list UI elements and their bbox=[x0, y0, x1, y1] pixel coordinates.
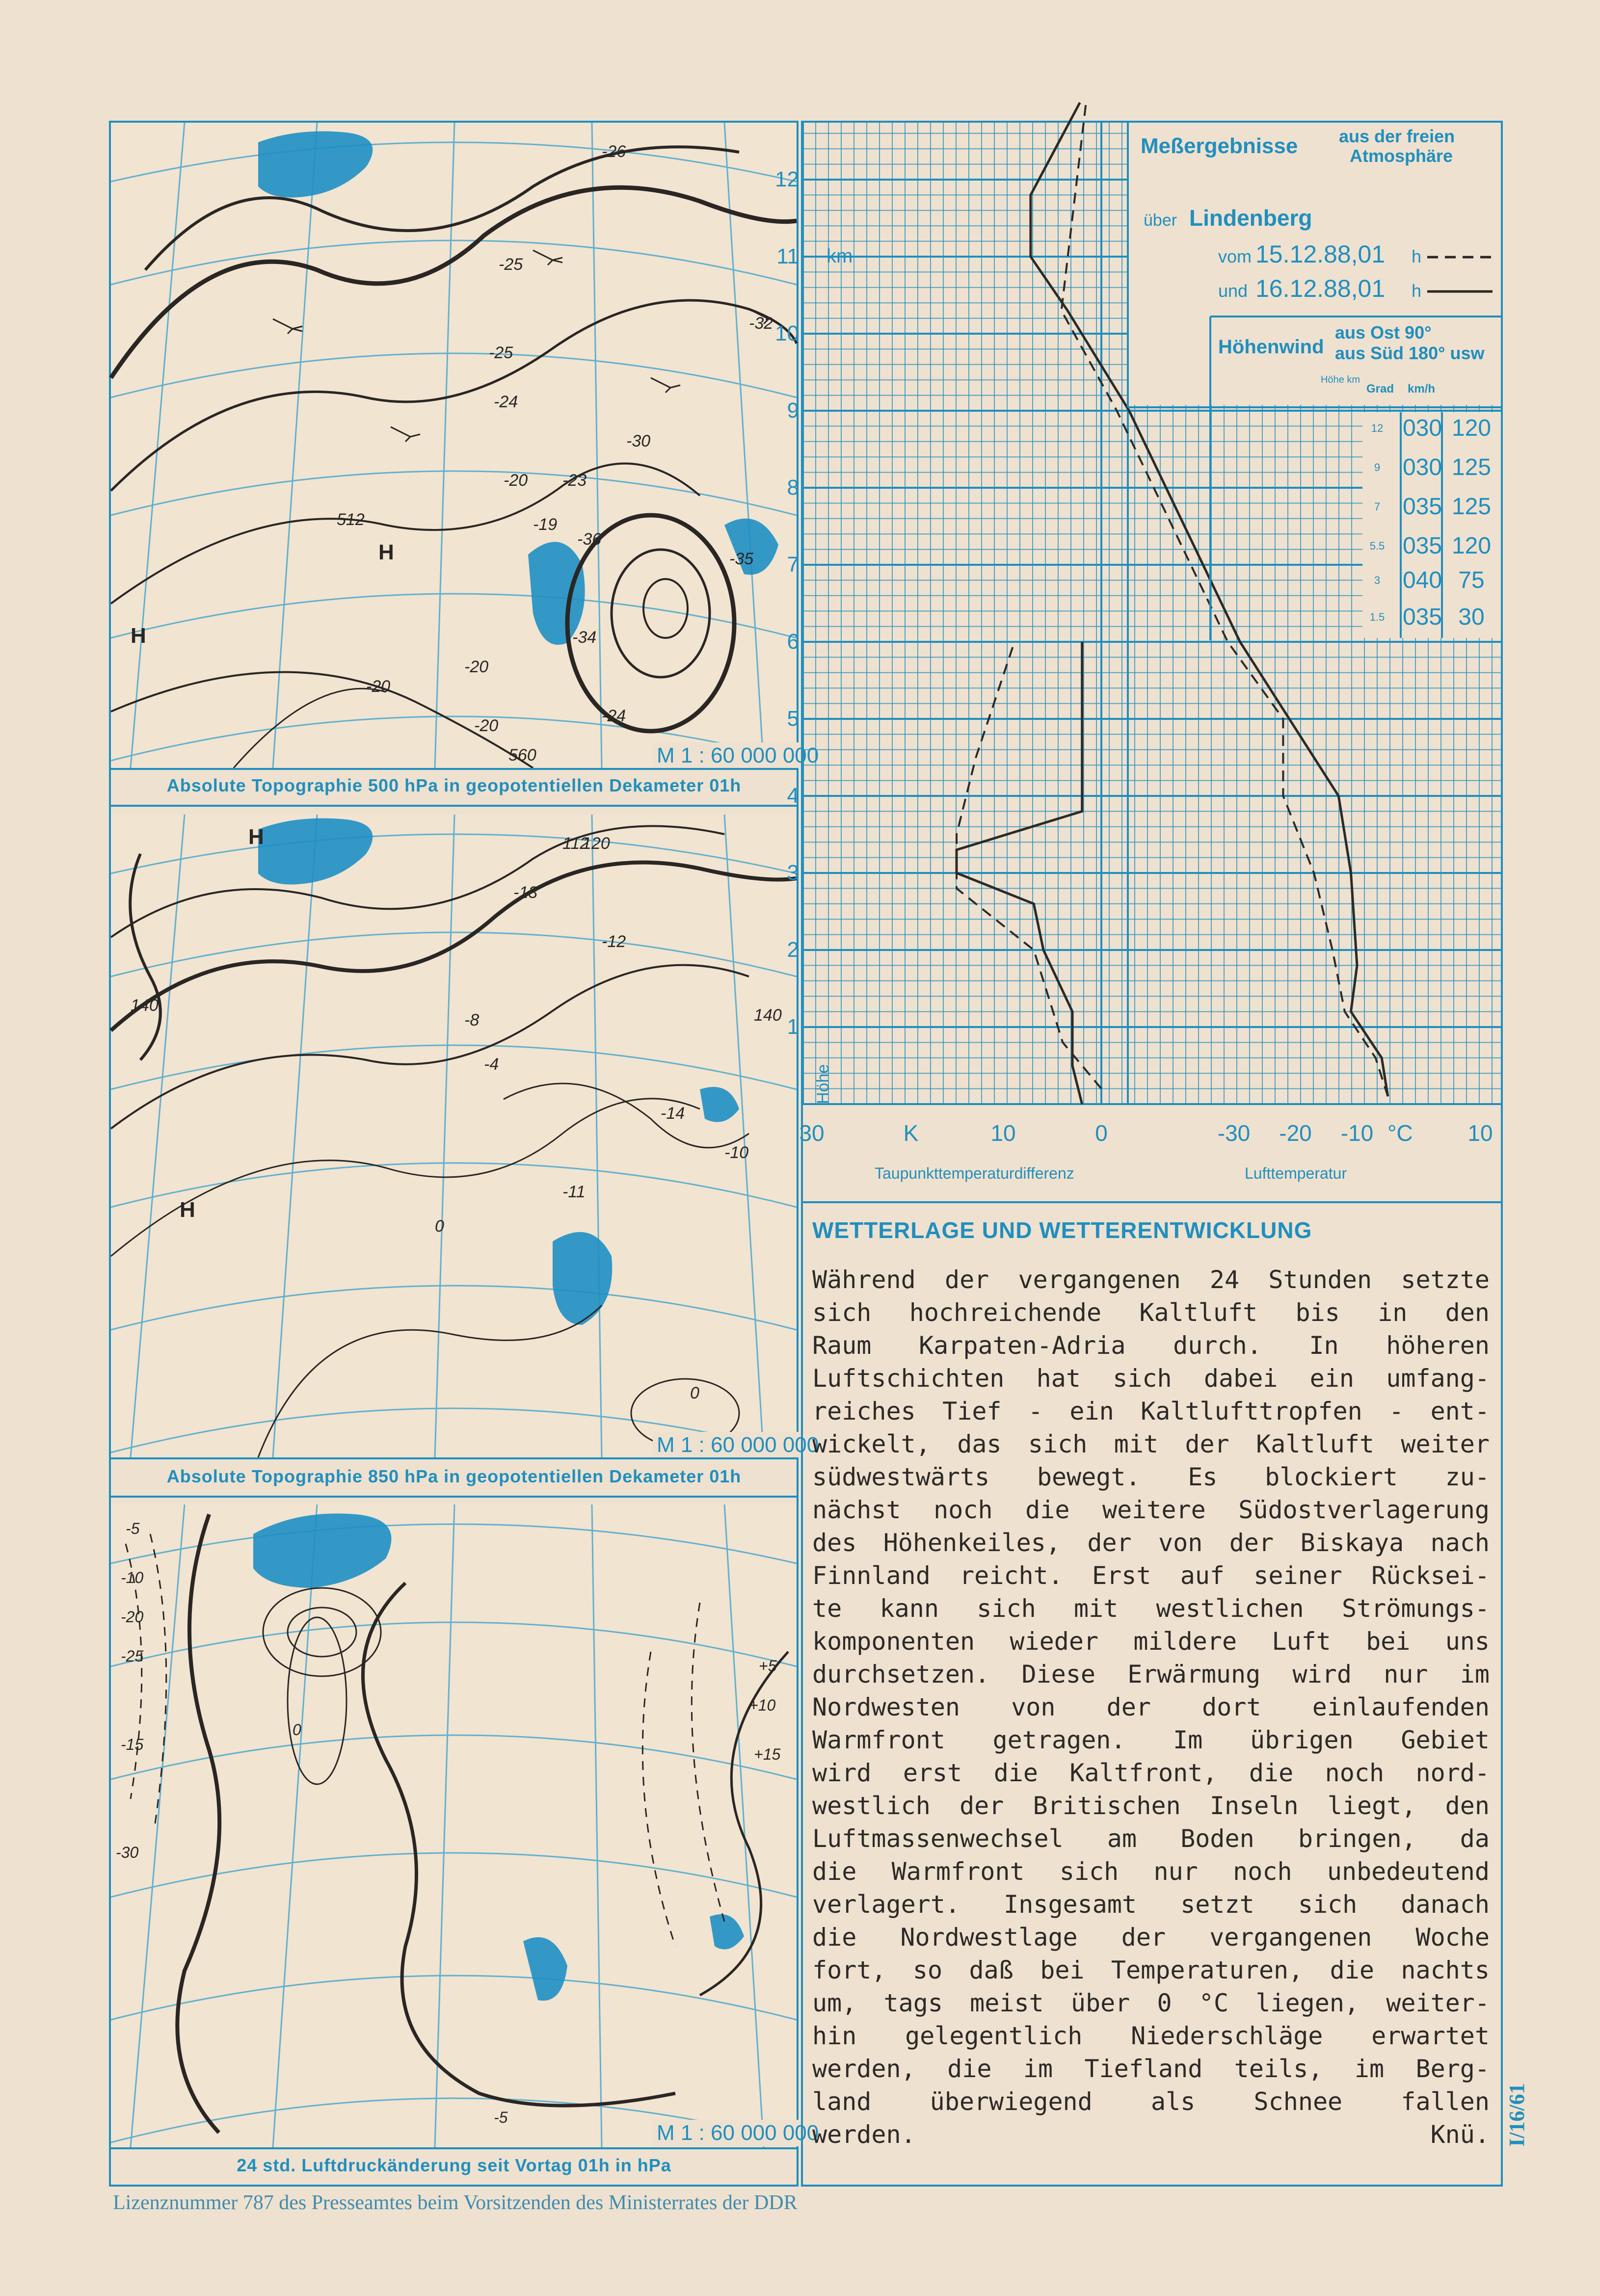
wind-direction: 040 bbox=[1402, 567, 1442, 593]
article-line: fort, so daß bei Temperaturen, die nachts bbox=[812, 1956, 1490, 1984]
map3-label: -30 bbox=[116, 1844, 139, 1861]
run1-date: 15.12.88,01 bbox=[1255, 240, 1386, 268]
temp-tick: -20 bbox=[1279, 1120, 1312, 1146]
map1-label: -25 bbox=[499, 255, 523, 274]
map1-label: -20 bbox=[464, 658, 489, 676]
temp-tick: 10 bbox=[1467, 1120, 1493, 1146]
map1-label: -26 bbox=[602, 142, 626, 161]
map3-label: 0 bbox=[293, 1721, 301, 1739]
map1-label: -20 bbox=[474, 716, 499, 735]
km-label: km bbox=[827, 245, 853, 267]
article-line: Nordwesten von der dort einlaufenden bbox=[812, 1693, 1490, 1721]
article-line: die Warmfront sich nur noch unbedeutend bbox=[812, 1857, 1490, 1886]
height-tick: 4 bbox=[787, 784, 799, 808]
station-name: Lindenberg bbox=[1189, 205, 1312, 231]
height-tick: 7 bbox=[787, 553, 799, 577]
wind-direction: 030 bbox=[1402, 415, 1442, 441]
wind-col-deg: Grad bbox=[1366, 382, 1394, 396]
map2-label: 0 bbox=[690, 1384, 699, 1402]
map1-label: -25 bbox=[489, 343, 513, 362]
map3-label: -15 bbox=[121, 1736, 144, 1753]
article-line: nächst noch die weitere Südostverlagerung bbox=[812, 1496, 1490, 1524]
map1-label: 512 bbox=[337, 510, 365, 529]
map2-label: -12 bbox=[602, 932, 626, 951]
map2-label: 112 bbox=[562, 834, 589, 853]
article-heading: WETTERLAGE UND WETTERENTWICKLUNG bbox=[812, 1217, 1312, 1243]
height-axis-label: Höhe bbox=[814, 1064, 832, 1104]
map2-high-marker: H bbox=[180, 1198, 195, 1222]
height-tick: 8 bbox=[787, 475, 799, 500]
dewpoint-curve bbox=[957, 642, 1101, 1089]
wind-height: 1.5 bbox=[1369, 611, 1385, 623]
wind-speed: 125 bbox=[1451, 494, 1492, 520]
wind-speed: 120 bbox=[1451, 415, 1492, 441]
station-prefix: über bbox=[1144, 211, 1177, 230]
wind-direction: 035 bbox=[1402, 604, 1442, 630]
height-tick: 12 bbox=[775, 167, 799, 191]
dew-tick: K bbox=[903, 1120, 919, 1146]
article-body bbox=[812, 1264, 1490, 2151]
temp-axis-title: Lufttemperatur bbox=[1245, 1164, 1347, 1182]
height-tick: 5 bbox=[787, 707, 799, 731]
map3-caption: 24 std. Luftdruckänderung seit Vortag 01h in hPa bbox=[237, 2155, 671, 2175]
height-tick: 2 bbox=[787, 938, 799, 962]
sounding-title: Meßergebnisse bbox=[1141, 134, 1298, 158]
article-line: werden, die im Tiefland teils, im Berg- bbox=[812, 2055, 1490, 2083]
sounding-diagram bbox=[775, 123, 1501, 1202]
map2-high-marker: H bbox=[248, 825, 264, 849]
wind-col-height: Höhe km bbox=[1320, 374, 1360, 385]
height-tick: 11 bbox=[776, 244, 799, 268]
map3-label: -5 bbox=[126, 1520, 140, 1537]
article-line: die Nordwestlage der vergangenen Woche bbox=[812, 1923, 1490, 1952]
map1-label: -24 bbox=[602, 707, 626, 725]
map1-label: -30 bbox=[626, 432, 651, 450]
article-line: reiches Tief - ein Kaltlufttropfen - ent- bbox=[812, 1397, 1490, 1425]
article-line: verlagert. Insgesamt setzt sich danach bbox=[812, 1890, 1490, 1919]
run2-unit: h bbox=[1412, 281, 1422, 301]
wind-direction: 035 bbox=[1402, 494, 1442, 520]
run1-prefix: vom bbox=[1218, 246, 1252, 266]
map3-label: -25 bbox=[121, 1647, 144, 1665]
map1-label: -19 bbox=[533, 515, 558, 534]
map1-label: -23 bbox=[562, 471, 587, 490]
map2-label: 140 bbox=[754, 1006, 782, 1025]
height-tick: 9 bbox=[787, 398, 799, 422]
dew-tick: 30 bbox=[799, 1120, 825, 1146]
run2-prefix: und bbox=[1218, 281, 1248, 301]
article-last-text: werden. bbox=[812, 2120, 916, 2149]
wind-direction: 035 bbox=[1402, 533, 1442, 559]
map3-label: +15 bbox=[754, 1745, 781, 1763]
map3-scale: M 1 : 60 000 000 bbox=[653, 2120, 823, 2146]
wind-note: aus Ost 90° bbox=[1335, 322, 1432, 343]
article-line: Luftschichten hat sich dabei ein umfang- bbox=[812, 1364, 1490, 1393]
article-line: um, tags meist über 0 °C liegen, weiter- bbox=[812, 1989, 1490, 2017]
map3-label: -5 bbox=[494, 2109, 508, 2126]
run1-unit: h bbox=[1412, 246, 1422, 266]
dew-axis-title: Taupunkttemperaturdifferenz bbox=[875, 1164, 1074, 1182]
article-line: südwestwärts bewegt. Es blockiert zu- bbox=[812, 1463, 1490, 1491]
article-line: te kann sich mit westlichen Strömungs- bbox=[812, 1594, 1490, 1623]
map2-label: -11 bbox=[562, 1183, 586, 1201]
map-500hpa bbox=[111, 123, 797, 768]
map2-label: -4 bbox=[484, 1055, 499, 1074]
map3-label: -10 bbox=[121, 1569, 144, 1586]
map1-high-marker: H bbox=[131, 624, 146, 648]
map1-label: -35 bbox=[729, 550, 754, 568]
article-line: des Höhenkeiles, der von der Biskaya nach bbox=[812, 1529, 1490, 1557]
map1-label: -20 bbox=[366, 677, 391, 696]
article-signature: Knü. bbox=[1430, 2120, 1490, 2149]
map1-scale: M 1 : 60 000 000 bbox=[653, 742, 823, 769]
map1-label: -32 bbox=[749, 314, 773, 333]
sounding-note: Atmosphäre bbox=[1350, 146, 1453, 166]
map2-label: 140 bbox=[131, 996, 159, 1015]
map1-label: -34 bbox=[572, 628, 597, 647]
temp-tick: °C bbox=[1387, 1120, 1413, 1146]
wind-height: 12 bbox=[1371, 422, 1384, 434]
map2-label: -14 bbox=[661, 1104, 685, 1123]
article-last-line bbox=[812, 2118, 1490, 2151]
article-line: Raum Karpaten-Adria durch. In höheren bbox=[812, 1331, 1490, 1360]
map2-caption: Absolute Topographie 850 hPa in geopotentiellen Dekameter 01h bbox=[166, 1466, 742, 1486]
article-line: land überwiegend als Schnee fallen bbox=[812, 2087, 1490, 2116]
temp-tick: -30 bbox=[1217, 1120, 1251, 1146]
run2-date: 16.12.88,01 bbox=[1255, 275, 1386, 302]
article-line: sich hochreichende Kaltluft bis in den bbox=[812, 1298, 1490, 1327]
article-line: wickelt, das sich mit der Kaltluft weiter bbox=[812, 1430, 1490, 1458]
wind-speed: 125 bbox=[1451, 454, 1492, 480]
map1-caption: Absolute Topographie 500 hPa in geopotentiellen Dekameter 01h bbox=[166, 775, 742, 795]
map2-label: -8 bbox=[464, 1011, 480, 1029]
map3-label: +10 bbox=[749, 1696, 776, 1714]
article-line: Warmfront getragen. Im übrigen Gebiet bbox=[812, 1726, 1490, 1754]
height-tick: 1 bbox=[787, 1015, 799, 1039]
map1-label: -20 bbox=[504, 471, 528, 490]
wind-note: aus Süd 180° usw bbox=[1335, 343, 1485, 363]
temp-tick: -10 bbox=[1340, 1120, 1374, 1146]
article-line: komponenten wieder mildere Luft bei uns bbox=[812, 1627, 1490, 1656]
wind-direction: 030 bbox=[1402, 454, 1442, 480]
article-line: Während der vergangenen 24 Stunden setzte bbox=[812, 1266, 1490, 1294]
issue-code: I/16/61 bbox=[1505, 2083, 1529, 2147]
wind-col-speed: km/h bbox=[1408, 382, 1436, 396]
wind-speed: 75 bbox=[1458, 567, 1485, 593]
map2-label: -13 bbox=[513, 883, 538, 902]
article-line: wird erst die Kaltfront, die noch nord- bbox=[812, 1759, 1490, 1787]
height-tick: 10 bbox=[775, 321, 799, 345]
sounding-note: aus der freien bbox=[1339, 126, 1455, 146]
wind-height: 5.5 bbox=[1369, 540, 1385, 552]
wind-speed: 30 bbox=[1458, 604, 1485, 630]
article-line: hin gelegentlich Niederschläge erwartet bbox=[812, 2022, 1490, 2050]
map1-label: -24 bbox=[494, 393, 518, 411]
wind-height: 7 bbox=[1374, 501, 1381, 513]
map2-label: -10 bbox=[724, 1143, 749, 1162]
map1-label: 560 bbox=[508, 746, 536, 765]
map2-scale: M 1 : 60 000 000 bbox=[653, 1432, 823, 1458]
dew-tick: 10 bbox=[990, 1120, 1016, 1146]
wind-height: 3 bbox=[1374, 574, 1381, 586]
height-tick: 6 bbox=[787, 630, 799, 654]
dew-tick: 0 bbox=[1095, 1120, 1108, 1146]
map-pressure-change bbox=[111, 1504, 797, 2147]
map2-label: 0 bbox=[435, 1217, 444, 1236]
article-line: durchsetzen. Diese Erwärmung wird nur im bbox=[812, 1660, 1490, 1689]
map3-label: -20 bbox=[121, 1608, 144, 1626]
map2-label: 120 bbox=[582, 834, 610, 853]
map3-label: +5 bbox=[759, 1657, 777, 1675]
wind-title: Höhenwind bbox=[1218, 336, 1324, 358]
map-850hpa bbox=[111, 815, 797, 1457]
license-footer: Lizenznummer 787 des Presseamtes beim Vorsitzenden des Ministerrates der DDR bbox=[113, 2191, 798, 2214]
article-line: Luftmassenwechsel am Boden bringen, da bbox=[812, 1824, 1490, 1853]
map1-label: -36 bbox=[577, 530, 602, 549]
article-line: westlich der Britischen Inseln liegt, den bbox=[812, 1792, 1490, 1820]
height-tick: 3 bbox=[787, 861, 799, 885]
article-line: Finnland reicht. Erst auf seiner Rücksei- bbox=[812, 1561, 1490, 1590]
wind-speed: 120 bbox=[1451, 533, 1492, 559]
wind-height: 9 bbox=[1374, 461, 1381, 474]
map1-high-marker: H bbox=[378, 540, 394, 564]
